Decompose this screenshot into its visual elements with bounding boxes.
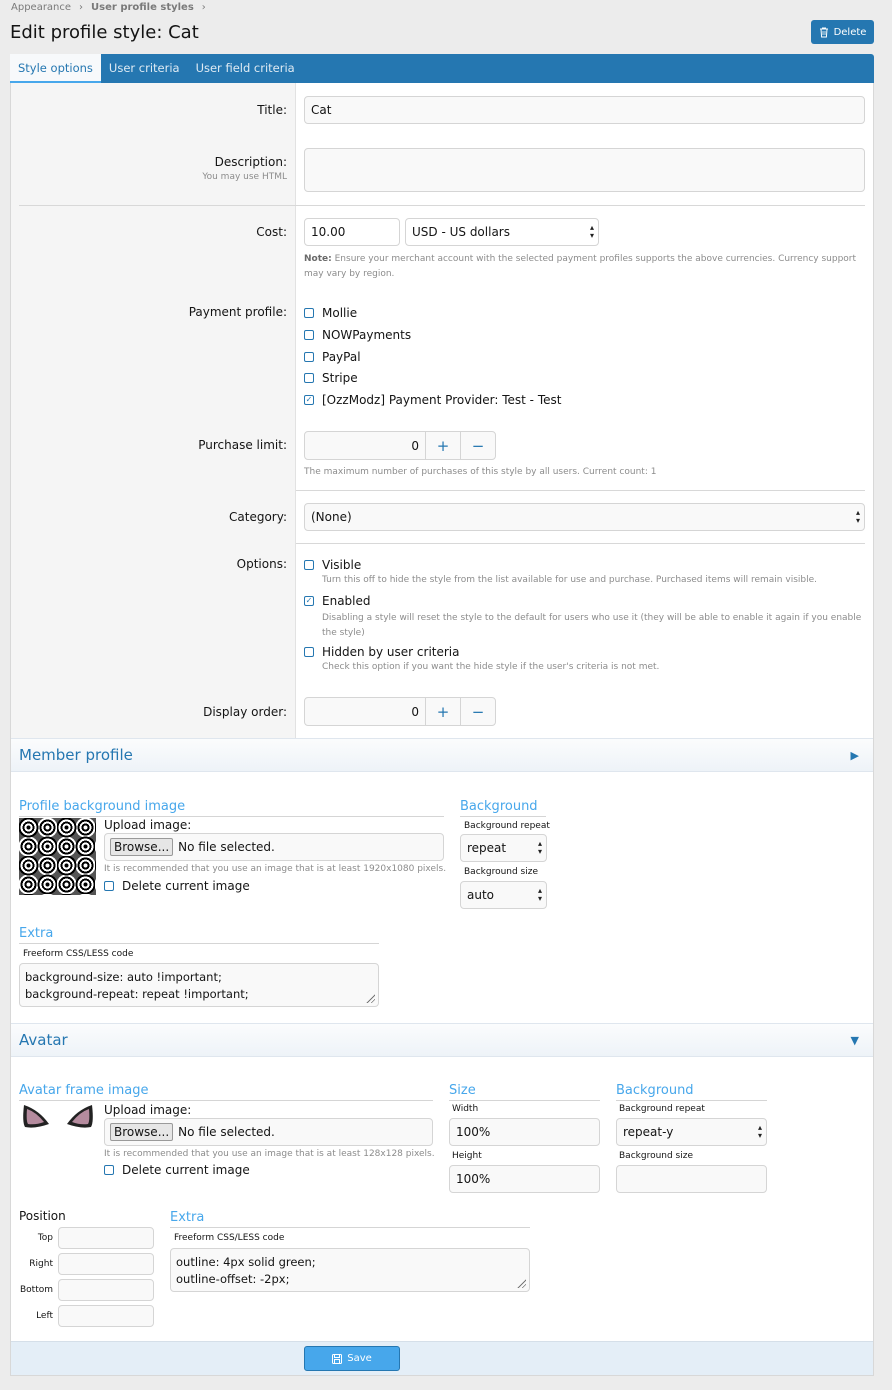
payment-label: NOWPayments (322, 328, 412, 342)
checkbox-unchecked[interactable] (304, 373, 314, 383)
size-heading: Size (449, 1083, 600, 1101)
checkbox-unchecked[interactable] (104, 1165, 114, 1175)
currency-value: USD - US dollars (412, 225, 510, 239)
option-label: Hidden by user criteria (322, 645, 460, 659)
breadcrumb (11, 2, 214, 13)
upload-label: Upload image: (104, 1103, 192, 1117)
delete-current-label: Delete current image (122, 1163, 250, 1177)
bg-image-heading: Profile background image (19, 799, 444, 817)
bg-repeat-select[interactable] (460, 834, 547, 862)
title-label: Title: (257, 103, 287, 117)
avatar-frame-preview (19, 1102, 97, 1132)
tab-user-criteria[interactable]: User criteria (108, 61, 180, 75)
checkbox-checked[interactable]: ✓ (305, 395, 313, 404)
payment-label: Mollie (322, 306, 358, 320)
breadcrumb-user-profile-styles[interactable]: User profile styles (91, 2, 194, 13)
bg-repeat-value: repeat (467, 841, 507, 855)
title-input[interactable]: Cat (304, 96, 865, 124)
checkbox-unchecked[interactable] (304, 330, 314, 340)
height-input[interactable]: 100% (449, 1165, 600, 1193)
css-line: background-repeat: repeat !important; (25, 987, 249, 1001)
cat-ears-icon (19, 1102, 97, 1132)
no-file-text: No file selected. (178, 840, 275, 854)
cost-input[interactable]: 10.00 (304, 218, 400, 246)
purchase-limit-label: Purchase limit: (198, 438, 287, 452)
option-hint: Check this option if you want the hide style if the user's criteria is not met. (322, 662, 660, 672)
tab-user-field-criteria[interactable]: User field criteria (195, 61, 295, 75)
bg-size-label: Background size (464, 867, 539, 877)
pos-right-label: Right (29, 1259, 53, 1269)
width-input[interactable]: 100% (449, 1118, 600, 1146)
checkbox-unchecked[interactable] (104, 881, 114, 891)
bg-size-select[interactable] (460, 881, 547, 909)
bg-repeat-value: repeat-y (623, 1125, 674, 1139)
plus-icon[interactable]: + (425, 432, 460, 459)
width-label: Width (452, 1104, 479, 1114)
pos-top-label: Top (37, 1233, 53, 1243)
section-title: Avatar (19, 1031, 68, 1049)
height-label: Height (452, 1151, 482, 1161)
payment-mollie[interactable] (304, 306, 357, 320)
browse-button[interactable]: Browse... (110, 1123, 173, 1141)
css-line: outline-offset: -2px; (176, 1272, 290, 1286)
avatar-frame-heading: Avatar frame image (19, 1083, 433, 1101)
checkbox-unchecked[interactable] (304, 560, 314, 570)
description-input[interactable] (304, 148, 865, 192)
css-line: outline: 4px solid green; (176, 1255, 316, 1269)
option-label: Visible (322, 558, 362, 572)
bg-size-label: Background size (619, 1151, 694, 1161)
css-label: Freeform CSS/LESS code (174, 1233, 285, 1243)
file-input[interactable] (104, 1118, 433, 1146)
pos-bottom-input[interactable] (58, 1279, 154, 1301)
recommend-hint: It is recommended that you use an image that is at least 1920x1080 pixels. (104, 864, 447, 874)
delete-current-image[interactable] (104, 1163, 250, 1177)
css-line: background-size: auto !important; (25, 970, 222, 984)
option-hint: Disabling a style will reset the style to the default for users who use it (they will be able to enable it again if you enable the style) (322, 613, 862, 638)
select-arrows-icon: ▴ ▾ (537, 839, 542, 856)
pos-bottom-label: Bottom (19, 1285, 53, 1295)
divider (19, 205, 865, 206)
checkbox-checked[interactable]: ✓ (305, 596, 313, 605)
payment-label: Stripe (322, 371, 358, 385)
purchase-limit-stepper[interactable] (304, 431, 496, 460)
category-label: Category: (229, 510, 287, 524)
member-profile-header[interactable] (11, 738, 873, 772)
delete-current-image[interactable] (104, 879, 250, 893)
extra-heading: Extra (170, 1210, 530, 1228)
cost-label: Cost: (256, 225, 287, 239)
display-order-label: Display order: (203, 705, 287, 719)
pos-top-input[interactable] (58, 1227, 154, 1249)
css-textarea[interactable] (170, 1248, 530, 1292)
save-icon (332, 1354, 342, 1364)
divider (296, 490, 865, 491)
payment-stripe[interactable] (304, 371, 358, 385)
select-arrows-icon: ▴ ▾ (589, 223, 594, 240)
tab-bar (10, 54, 874, 83)
currency-select[interactable] (405, 218, 599, 246)
browse-button[interactable]: Browse... (110, 838, 173, 856)
recommend-hint: It is recommended that you use an image that is at least 128x128 pixels. (104, 1149, 435, 1159)
chevron-right-icon: › (201, 2, 206, 13)
delete-label: Delete (833, 26, 867, 38)
category-select[interactable] (304, 503, 865, 531)
background-image-preview (19, 818, 96, 895)
breadcrumb-appearance[interactable]: Appearance (11, 2, 72, 13)
pos-left-label: Left (36, 1311, 53, 1321)
caret-down-icon: ▼ (850, 1034, 859, 1047)
extra-heading: Extra (19, 926, 379, 944)
cost-note (304, 252, 864, 282)
option-enabled[interactable] (304, 594, 371, 608)
option-visible[interactable] (304, 558, 361, 572)
minus-icon[interactable]: − (460, 432, 495, 459)
save-button[interactable] (304, 1346, 400, 1371)
select-arrows-icon: ▴ ▾ (855, 508, 860, 525)
page-title: Edit profile style: Cat (10, 22, 199, 43)
display-order-value[interactable]: 0 (411, 704, 419, 719)
chevron-right-icon: › (79, 2, 84, 13)
css-label: Freeform CSS/LESS code (23, 949, 134, 959)
purchase-limit-value[interactable]: 0 (411, 438, 419, 453)
section-title: Member profile (19, 746, 133, 764)
payment-nowpayments[interactable] (304, 328, 411, 342)
bg-repeat-label: Background repeat (619, 1104, 705, 1114)
description-label: Description: (214, 155, 287, 169)
file-input[interactable] (104, 833, 444, 861)
bg-size-input[interactable] (616, 1165, 767, 1193)
purchase-limit-hint: The maximum number of purchases of this style by all users. Current count: 1 (304, 467, 657, 477)
delete-button[interactable] (811, 20, 874, 44)
avatar-header[interactable] (11, 1023, 873, 1057)
checkbox-unchecked[interactable] (304, 352, 314, 362)
display-order-stepper[interactable] (304, 697, 496, 726)
no-file-text: No file selected. (178, 1125, 275, 1139)
trash-icon (819, 27, 829, 38)
option-label: Enabled (322, 594, 371, 608)
form-footer (11, 1341, 873, 1375)
background-heading: Background (460, 799, 546, 817)
pos-right-input[interactable] (58, 1253, 154, 1275)
minus-icon[interactable]: − (460, 698, 495, 725)
cost-note-text: Ensure your merchant account with the selected payment profiles supports the above currencies. Currency support may vary by region. (304, 254, 857, 279)
payment-paypal[interactable] (304, 350, 361, 364)
delete-current-label: Delete current image (122, 879, 250, 893)
payment-label: PayPal (322, 350, 361, 364)
description-hint: You may use HTML (202, 172, 287, 182)
background-heading: Background (616, 1083, 767, 1101)
options-label: Options: (236, 557, 287, 571)
tab-style-options[interactable]: Style options (10, 54, 101, 83)
cost-note-bold: Note: (304, 254, 332, 264)
css-textarea[interactable] (19, 963, 379, 1007)
payment-label: [OzzModz] Payment Provider: Test - Test (322, 393, 562, 407)
bg-repeat-label: Background repeat (464, 821, 550, 831)
plus-icon[interactable]: + (425, 698, 460, 725)
caret-right-icon: ▶ (850, 749, 859, 762)
upload-label: Upload image: (104, 818, 192, 832)
option-hint: Turn this off to hide the style from the list available for use and purchase. Purchased items will remain visible. (322, 575, 817, 585)
bg-repeat-select[interactable] (616, 1118, 767, 1146)
payment-profile-label: Payment profile: (188, 305, 287, 319)
payment-ozzmodz[interactable] (304, 393, 561, 407)
checkbox-unchecked[interactable] (304, 308, 314, 318)
checkbox-unchecked[interactable] (304, 647, 314, 657)
select-arrows-icon: ▴ ▾ (537, 886, 542, 903)
save-label: Save (347, 1353, 372, 1364)
select-arrows-icon: ▴ ▾ (757, 1123, 762, 1140)
divider (296, 543, 865, 544)
category-value: (None) (311, 510, 352, 524)
position-heading: Position (19, 1209, 66, 1223)
bg-size-value: auto (467, 888, 495, 902)
option-hidden-by-criteria[interactable] (304, 645, 460, 659)
pos-left-input[interactable] (58, 1305, 154, 1327)
